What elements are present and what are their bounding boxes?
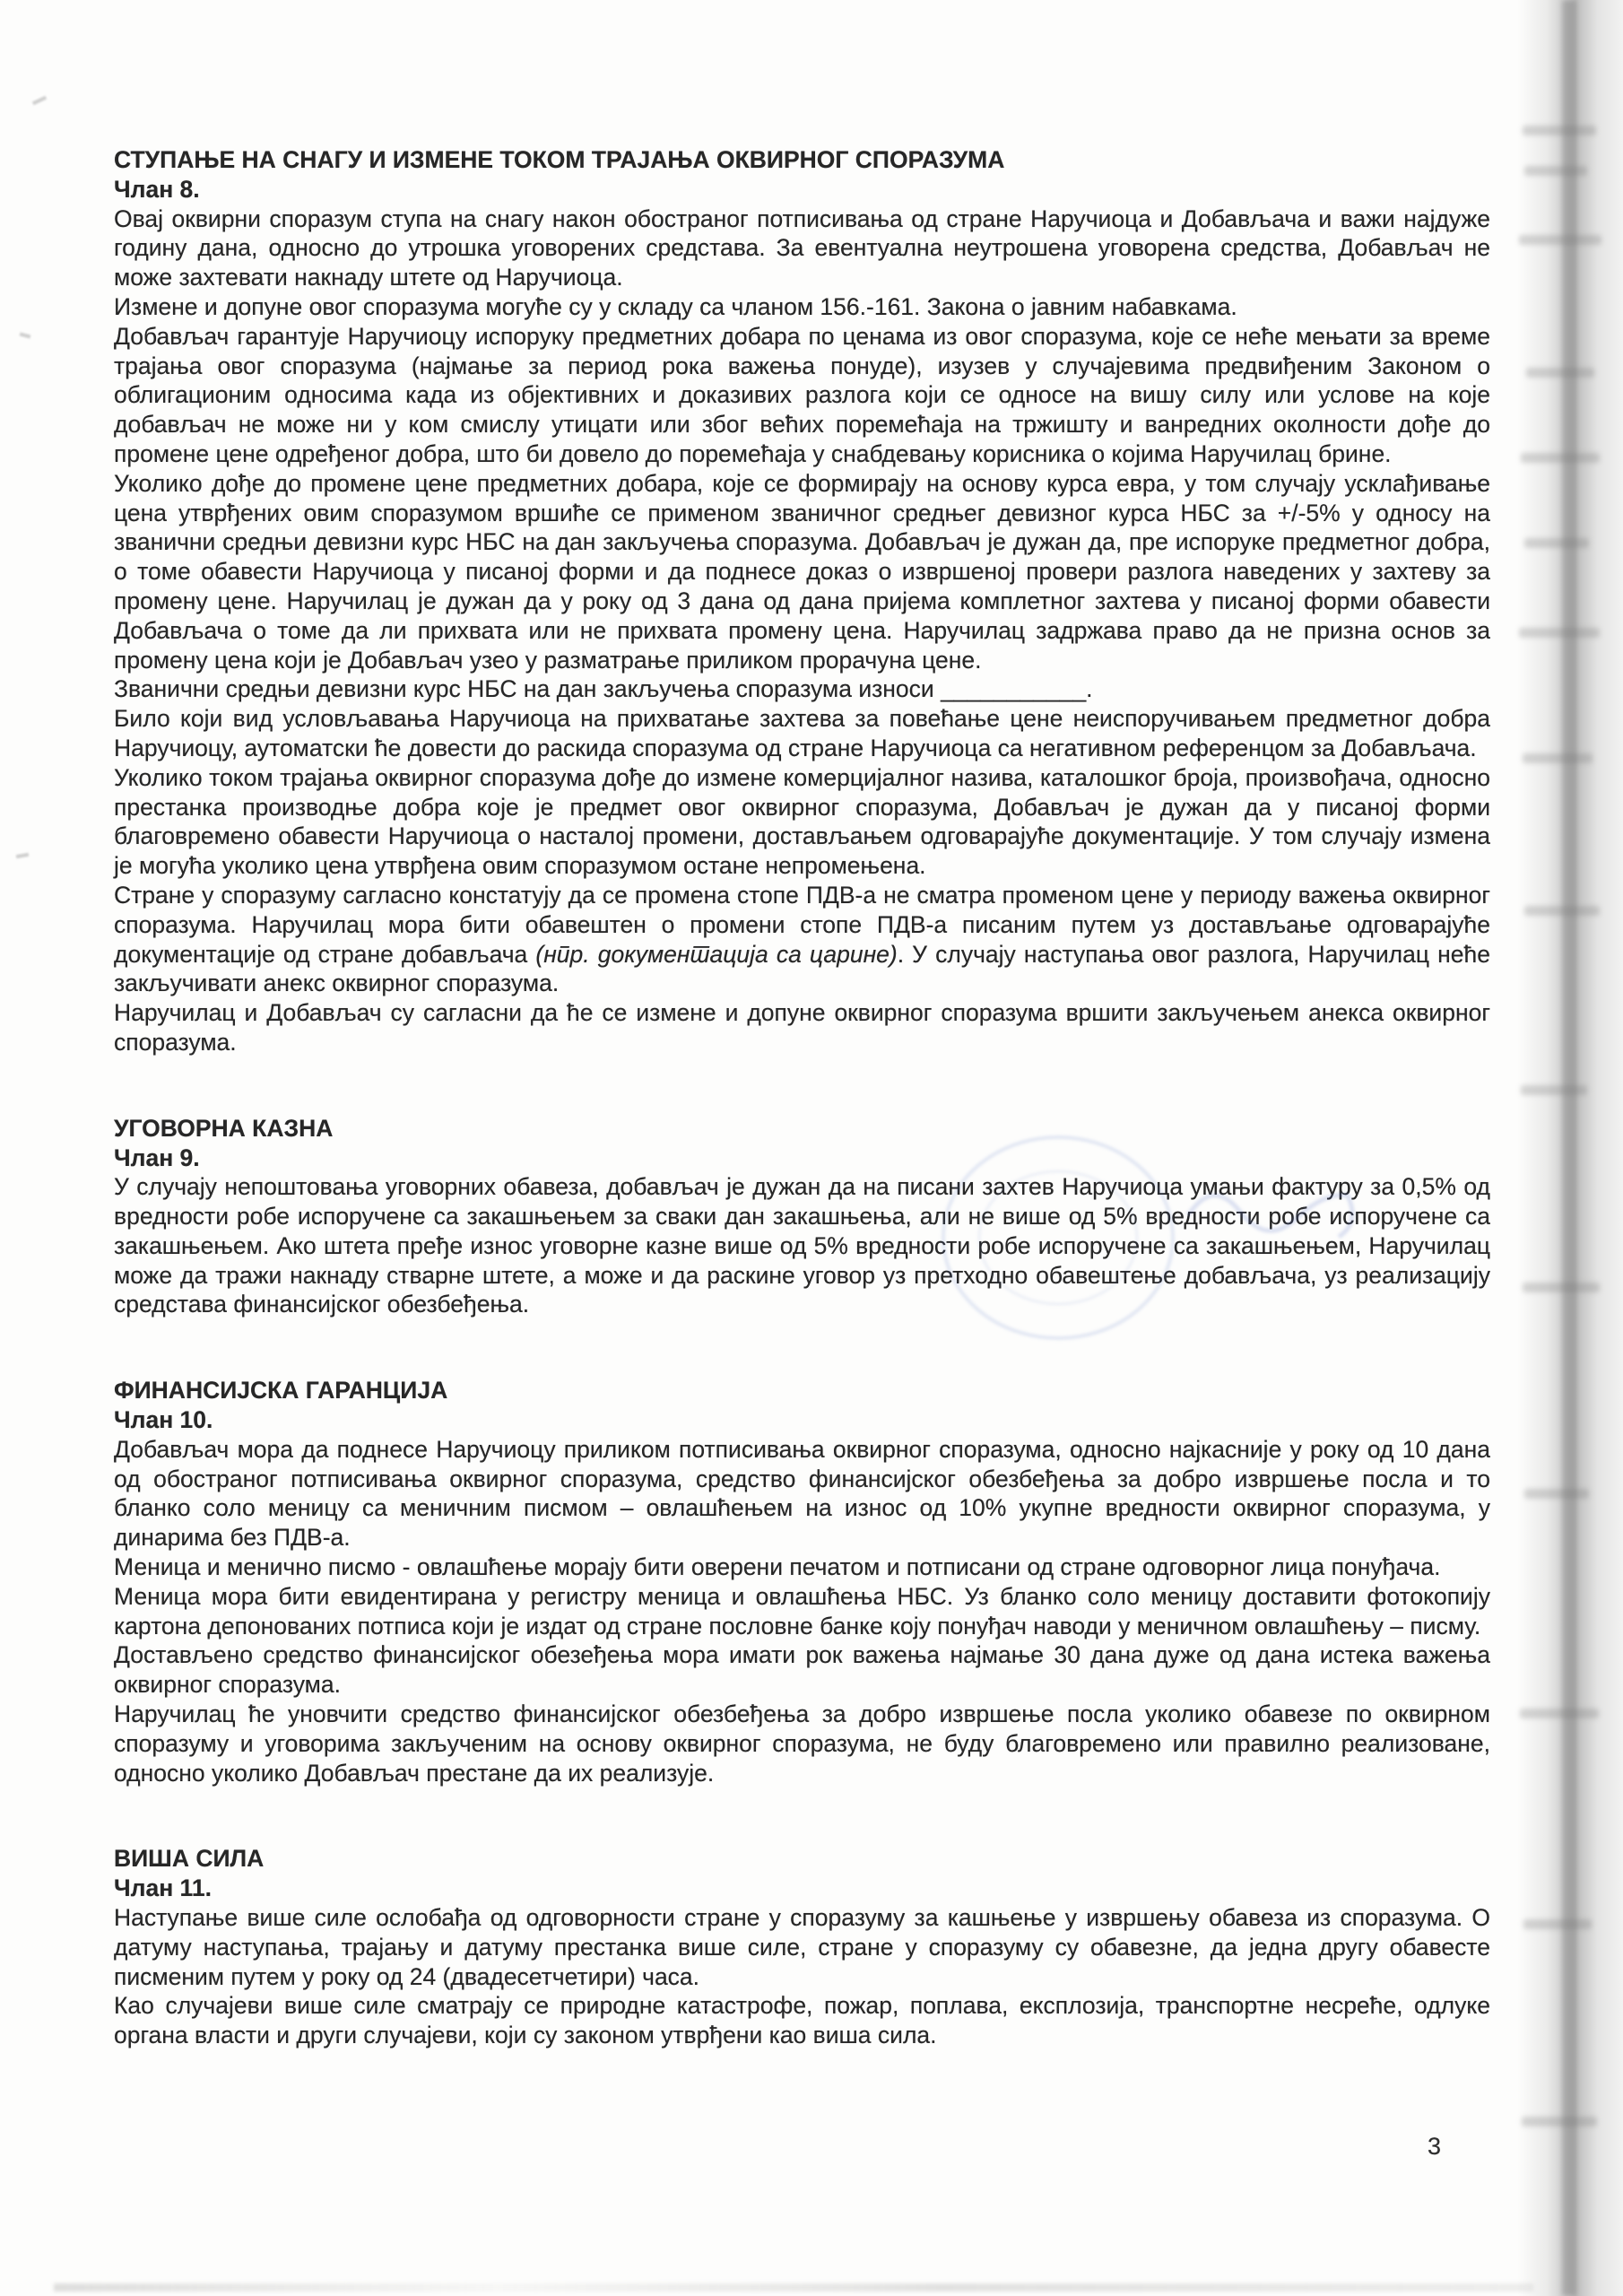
section-heading: СТУПАЊЕ НА СНАГУ И ИЗМЕНЕ ТОКОМ ТРАЈАЊА ОКВИРНОГ СПОРАЗУМА	[114, 146, 1005, 173]
scan-bottom-smudge	[54, 2283, 1533, 2292]
paragraph-run: Добављач мора да поднесе Наручиоцу приликом потписивања оквирног споразума, односно најкасније у року од 10 дана од обостраног потписивања оквирног споразума, средство финансијског обезбеђења за добро извршење посла и то бланко соло меницу са меничним писмом – овлашћењем на износ од 10% укупне вредности оквирног споразума, у динарима без ПДВ-а.	[114, 1435, 1490, 1552]
bleed-through-artifact	[1523, 1919, 1592, 1929]
paragraph	[114, 204, 1490, 292]
pencil-mark	[20, 333, 31, 339]
article-number: Члан 11.	[114, 1874, 212, 1902]
bleed-through-artifact	[1521, 453, 1600, 463]
contract-section	[114, 145, 1490, 1057]
paragraph-run: Меница мора бити евидентирана у регистру меница и овлашћења НБС. Уз бланко соло меницу доставити фотокопију картона депонованих потписа који је издат од стране пословне банке коју понуђач наводи у меничном овлашћењу – писму.	[114, 1582, 1490, 1639]
article-number: Члан 9.	[114, 1144, 200, 1171]
paragraph	[114, 674, 1490, 704]
paragraph	[114, 1903, 1490, 1991]
section-heading: УГОВОРНА КАЗНА	[114, 1114, 334, 1142]
paragraph	[114, 1582, 1490, 1641]
document-body	[114, 145, 1490, 2050]
bleed-through-artifact	[1524, 906, 1600, 916]
paragraph-run: Било који вид условљавања Наручиоца на прихватање захтева за повећање цене неиспоручивањем предметног добра Наручиоцу, аутоматски ће довести до раскида споразума од стране Наручиоца са негативном референцом за Добављача.	[114, 705, 1490, 761]
pencil-mark	[16, 853, 29, 858]
stamp-signature-scribble	[1188, 1196, 1352, 1237]
bleed-through-artifact	[1523, 753, 1593, 763]
paragraph	[114, 1700, 1490, 1787]
paragraph	[114, 1552, 1490, 1582]
paragraph-italic-run: (нпр. документација са царине)	[535, 940, 898, 968]
bleed-through-artifact	[1524, 538, 1589, 548]
paragraph	[114, 704, 1490, 763]
page-number: 3	[1428, 2133, 1442, 2160]
section-heading: ВИША СИЛА	[114, 1845, 265, 1873]
paragraph-run: Достављено средство финансијског обезеђења мора имати рок важења најмање 30 дана дуже од дана истека важења оквирног споразума.	[114, 1641, 1490, 1699]
paragraph-run: Уколико током трајања оквирног споразума дође до измене комерцијалног назива, каталошког броја, произвођача, односно престанка производње добра које је предмет овог оквирног споразума, Добављач је дужан да у писаној форми благовремено обавести Наручиоца о насталој промени, достављањем одговарајуће документације. У том случају измена је могућа уколико цена утврђена овим споразумом остане непромењена.	[114, 763, 1490, 880]
paragraph-run: . У случају наступања овог разлога, Наручилац неће закључивати анекс оквирног споразума.	[114, 940, 1490, 997]
paragraph-run: Као случајеви више силе сматрају се природне катастрофе, пожар, поплава, експлозија, транспортне несреће, одлуке органа власти и други случајеви, који су законом утврђени као виша сила.	[114, 1992, 1490, 2049]
paragraph-run: Уколико дође до промене цене предметних добара, које се формирају на основу курса евра, у том случају усклађивање цена утврђених овим споразумом вршиће се применом званичног средњег девизног курса НБС за +/-5% у односу на званични средњи девизни курс НБС на дан закључења споразума. Добављач је дужан да, пре испоруке предметног добра, о томе обавести Наручиоца у писаној форми и да поднесе доказ о извршеној провери разлога наведених у захтеву за промену цене. Наручилац је дужан да у року од 3 дана од дана пријема комплетног захтева у писаној форми обавести Добављача о томе да ли прихвата или не прихвата промену цена. Наручилац задржава право да не призна основ за промену цена који је Добављач узео у разматрање приликом прорачуна цене.	[114, 469, 1490, 674]
paragraph-run: Овај оквирни споразум ступа на снагу након обостраног потписивања од стране Наручиоца и Добављача и важи најдуже годину дана, односно до утрошка уговорених средстава. За евентуална неутрошена уговорена средства, Добављач не може захтевати накнаду штете од Наручиоца.	[114, 204, 1490, 291]
stamp-circle	[943, 1137, 1173, 1338]
paragraph	[114, 1640, 1490, 1700]
paragraph-run: У случају непоштовања уговорних обавеза, добављач је дужан да на писани захтев Наручиоца умањи фактуру за 0,5% од вредности робе испоручене са закашњењем за сваки дан закашњења, али не више од 5% вредности робе испоручене са закашњењем. Ако штета пређе износ уговорне казне више од 5% вредности робе испоручене са закашњењем, Наручилац може да тражи накнаду стварне штете, а може и да раскине уговор уз претходно обавештење добављача, уз реализацију средстава финансијског обезбеђења.	[114, 1173, 1490, 1318]
paragraph-run: Наручилац ће уновчити средство финансијског обезбеђења за добро извршење посла уколико обавезе по оквирном споразуму и уговорима закљученим на основу оквирног споразума, не буду благовремено или правилно реализоване, односно уколико Добављач престане да их реализује.	[114, 1700, 1490, 1787]
paragraph	[114, 469, 1490, 675]
paragraph	[114, 763, 1490, 881]
paragraph-run: Добављач гарантује Наручиоцу испоруку предметних добара по ценама из овог споразума, које се неће мењати за време трајања овог споразума (најмање за период рока важења понуде), изузев у случајевима предвиђеним Законом о облигационим односима када из објективних и доказивих разлога који се односе на вишу силу или услове на које добављач не може ни у ком смислу утицати или због већих поремећаја на тржишту и ванредних околности дође до промене цене одређеног добра, што би довело до поремећаја у снабдевању корисника о којима Наручилац брине.	[114, 322, 1490, 467]
bleed-through-artifact	[1519, 628, 1600, 638]
paragraph-run: Меница и менично писмо - овлашћење морају бити оверени печатом и потписани од стране одговорног лица понуђача.	[114, 1553, 1441, 1581]
paragraph-run: Наручилац и Добављач су сагласни да ће се измене и допуне оквирног споразума вршити закључењем анекса оквирног споразума.	[114, 999, 1490, 1056]
bleed-through-artifact	[1520, 1709, 1599, 1718]
contract-section	[114, 1376, 1490, 1787]
paragraph-run: Званични средњи девизни курс НБС на дан закључења споразума износи ___________.	[114, 675, 1093, 703]
article-number: Члан 8.	[114, 175, 200, 203]
section-heading: ФИНАНСИЈСКА ГАРАНЦИЈА	[114, 1377, 448, 1405]
paragraph	[114, 1435, 1490, 1552]
bleed-through-artifact	[1521, 1085, 1587, 1095]
paragraph	[114, 881, 1490, 998]
paragraph	[114, 292, 1490, 322]
stamp-ghost	[928, 1108, 1376, 1368]
bleed-through-artifact	[1526, 368, 1594, 378]
bleed-through-artifact	[1524, 166, 1587, 176]
stamp-inner-circle	[979, 1171, 1137, 1304]
paragraph	[114, 322, 1490, 469]
paragraph-run: Стране у споразуму сагласно констатују да се промена стопе ПДВ-а не сматра променом цене у периоду важења оквирног споразума. Наручилац мора бити обавештен о промени стопе ПДВ-а писаним путем уз достављање одговарајуће документације од стране добављача	[114, 881, 1490, 968]
paragraph	[114, 998, 1490, 1057]
bleed-through-artifact	[1519, 235, 1601, 245]
article-number: Члан 10.	[114, 1406, 213, 1434]
paragraph	[114, 1991, 1490, 2050]
pencil-mark	[32, 96, 47, 105]
paragraph-run: Измене и допуне овог споразума могуће су у складу са чланом 156.-161. Закона о јавним набавкама.	[114, 292, 1237, 320]
bleed-through-artifact	[1522, 2117, 1597, 2126]
paragraph-run: Наступање више силе ослобађа од одговорности стране у споразуму за кашњење у извршењу обавеза из споразума. О датуму наступања, трајању и датуму престанка више силе, стране у споразуму су обавезне, да једна другу обавесте писменим путем у року од 24 (двадесетчетири) часа.	[114, 1904, 1490, 1990]
bleed-through-artifact	[1524, 1489, 1589, 1499]
scan-edge-shadow	[1517, 0, 1623, 2296]
contract-section	[114, 1844, 1490, 2050]
bleed-through-artifact	[1523, 1283, 1600, 1292]
bleed-through-artifact	[1523, 126, 1596, 135]
